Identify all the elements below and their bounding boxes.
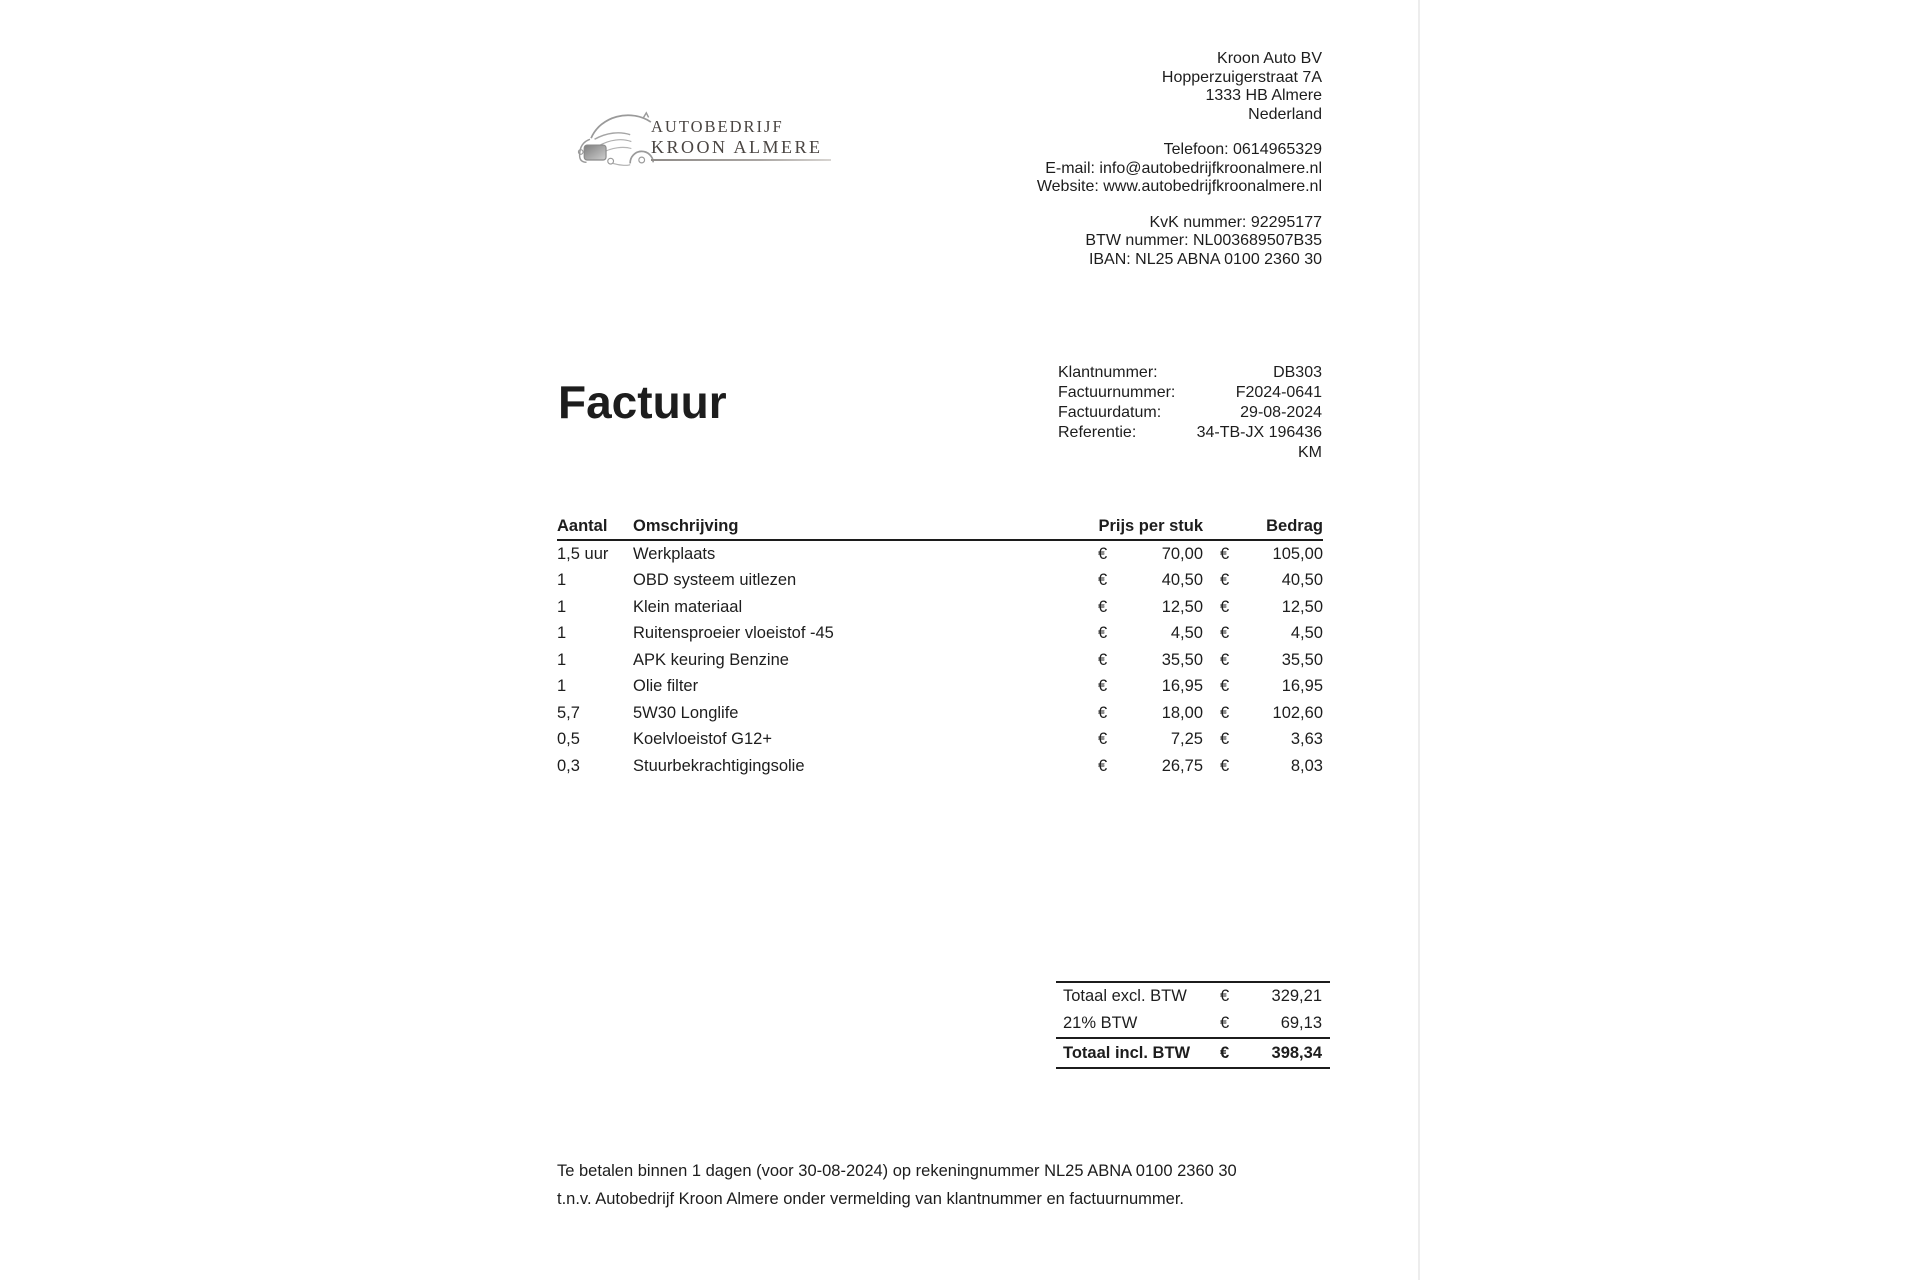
company-btw: BTW nummer: NL003689507B35 [1085, 232, 1322, 249]
item-quantity: 1 [557, 650, 567, 669]
total-row-btw [1056, 1010, 1330, 1037]
currency-symbol: € [1220, 1014, 1230, 1032]
currency-symbol: € [1220, 756, 1230, 775]
item-description: Werkplaats [633, 544, 716, 563]
meta-label: Factuurnummer: [1058, 384, 1176, 401]
header-qty: Aantal [557, 516, 608, 535]
table-header-row [557, 513, 1323, 541]
table-row [557, 727, 1323, 754]
table-row [557, 700, 1323, 727]
company-email: E-mail: info@autobedrijfkroonalmere.nl [1045, 159, 1322, 177]
company-website: Website: www.autobedrijfkroonalmere.nl [1036, 178, 1322, 195]
table-row [557, 621, 1323, 648]
meta-value: KM [1298, 444, 1322, 461]
currency-symbol: € [1220, 650, 1230, 669]
item-amount: 40,50 [1281, 571, 1323, 590]
item-unit-price: 40,50 [1161, 571, 1203, 590]
company-name: Kroon Auto BV [1217, 50, 1322, 67]
total-label: Totaal excl. BTW [1063, 987, 1187, 1005]
meta-row [1058, 363, 1322, 383]
item-quantity: 1 [557, 597, 567, 616]
meta-value: DB303 [1273, 364, 1322, 381]
item-unit-price: 16,95 [1161, 677, 1203, 696]
meta-row [1058, 423, 1322, 443]
logo-underline [651, 159, 831, 161]
currency-symbol: € [1220, 677, 1230, 696]
meta-row [1058, 443, 1322, 463]
currency-symbol: € [1098, 597, 1108, 616]
item-quantity: 1 [557, 624, 567, 643]
item-amount: 12,50 [1281, 597, 1323, 616]
item-quantity: 1 [557, 571, 567, 590]
currency-symbol: € [1098, 650, 1108, 669]
total-row-incl-btw [1056, 1037, 1330, 1067]
item-description: Koelvloeistof G12+ [633, 730, 772, 749]
item-amount: 35,50 [1281, 650, 1323, 669]
currency-symbol: € [1098, 544, 1108, 563]
company-details [1037, 50, 1322, 269]
item-description: Stuurbekrachtigingsolie [633, 756, 805, 775]
header-amount: Bedrag [1266, 516, 1323, 535]
payment-terms-line-1: Te betalen binnen 1 dagen (voor 30-08-2024) op rekeningnummer NL25 ABNA 0100 2360 30 [557, 1162, 1237, 1180]
total-label: 21% BTW [1063, 1014, 1138, 1032]
company-city: 1333 HB Almere [1205, 87, 1322, 104]
company-logo [575, 100, 840, 180]
item-quantity: 0,5 [557, 730, 580, 749]
page-edge-divider [1418, 0, 1420, 1280]
company-iban: IBAN: NL25 ABNA 0100 2360 30 [1088, 250, 1322, 268]
meta-label: Referentie: [1058, 424, 1137, 441]
item-description: OBD systeem uitlezen [633, 571, 797, 590]
table-row [557, 647, 1323, 674]
currency-symbol: € [1220, 597, 1230, 616]
currency-symbol: € [1098, 624, 1108, 643]
currency-symbol: € [1098, 571, 1108, 590]
line-items-table [557, 513, 1323, 780]
company-street: Hopperzuigerstraat 7A [1161, 68, 1322, 86]
item-unit-price: 35,50 [1161, 650, 1203, 669]
currency-symbol: € [1220, 703, 1230, 722]
company-registration [1037, 214, 1322, 270]
meta-value: 34-TB-JX 196436 [1196, 424, 1322, 441]
currency-symbol: € [1220, 571, 1230, 590]
item-amount: 105,00 [1272, 544, 1323, 563]
total-value: 329,21 [1271, 987, 1322, 1005]
currency-symbol: € [1220, 624, 1230, 643]
invoice-meta [1058, 363, 1322, 463]
currency-symbol: € [1098, 730, 1108, 749]
totals-summary [1056, 981, 1330, 1069]
item-unit-price: 26,75 [1161, 756, 1203, 775]
meta-label: Klantnummer: [1058, 364, 1158, 381]
item-unit-price: 12,50 [1161, 597, 1203, 616]
meta-row [1058, 403, 1322, 423]
currency-symbol: € [1098, 677, 1108, 696]
meta-label: Factuurdatum: [1058, 404, 1162, 421]
item-quantity: 0,3 [557, 756, 580, 775]
item-description: APK keuring Benzine [633, 650, 789, 669]
item-quantity: 1,5 uur [557, 544, 609, 563]
currency-symbol: € [1098, 703, 1108, 722]
logo-line-1: AUTOBEDRIJF [651, 117, 784, 136]
table-row [557, 674, 1323, 701]
item-unit-price: 18,00 [1161, 703, 1203, 722]
company-address [1037, 50, 1322, 124]
table-row [557, 541, 1323, 568]
page-title: Factuur [558, 376, 727, 428]
table-row [557, 568, 1323, 595]
currency-symbol: € [1220, 730, 1230, 749]
meta-value: 29-08-2024 [1240, 404, 1322, 421]
item-amount: 8,03 [1290, 756, 1323, 775]
payment-terms-line-2: t.n.v. Autobedrijf Kroon Almere onder vermelding van klantnummer en factuurnummer. [557, 1189, 1185, 1208]
item-description: Klein materiaal [633, 597, 743, 616]
header-description: Omschrijving [633, 516, 739, 535]
payment-terms [557, 1158, 1357, 1213]
item-description: Olie filter [633, 677, 699, 696]
logo-wordmark [651, 117, 831, 161]
currency-symbol: € [1220, 987, 1230, 1005]
item-quantity: 5,7 [557, 703, 580, 722]
item-amount: 16,95 [1281, 677, 1323, 696]
item-description: Ruitensproeier vloeistof -45 [633, 624, 834, 643]
item-unit-price: 4,50 [1170, 624, 1203, 643]
logo-line-2: KROON ALMERE [651, 137, 823, 157]
table-row [557, 594, 1323, 621]
item-amount: 3,63 [1290, 730, 1323, 749]
currency-symbol: € [1220, 544, 1230, 563]
table-row [557, 753, 1323, 780]
item-description: 5W30 Longlife [633, 703, 739, 722]
item-quantity: 1 [557, 677, 567, 696]
item-unit-price: 7,25 [1170, 730, 1203, 749]
total-value: 398,34 [1271, 1043, 1322, 1062]
company-kvk: KvK nummer: 92295177 [1149, 213, 1322, 231]
currency-symbol: € [1220, 1043, 1230, 1062]
company-phone: Telefoon: 0614965329 [1163, 141, 1322, 158]
item-unit-price: 70,00 [1161, 544, 1203, 563]
item-amount: 102,60 [1272, 703, 1323, 722]
total-row-excl-btw [1056, 983, 1330, 1010]
total-label: Totaal incl. BTW [1063, 1043, 1191, 1062]
meta-value: F2024-0641 [1235, 384, 1322, 401]
company-country: Nederland [1248, 105, 1322, 123]
item-amount: 4,50 [1290, 624, 1323, 643]
meta-row [1058, 383, 1322, 403]
currency-symbol: € [1098, 756, 1108, 775]
header-unit-price: Prijs per stuk [1098, 516, 1203, 535]
total-value: 69,13 [1280, 1014, 1322, 1032]
company-contact [1037, 141, 1322, 197]
